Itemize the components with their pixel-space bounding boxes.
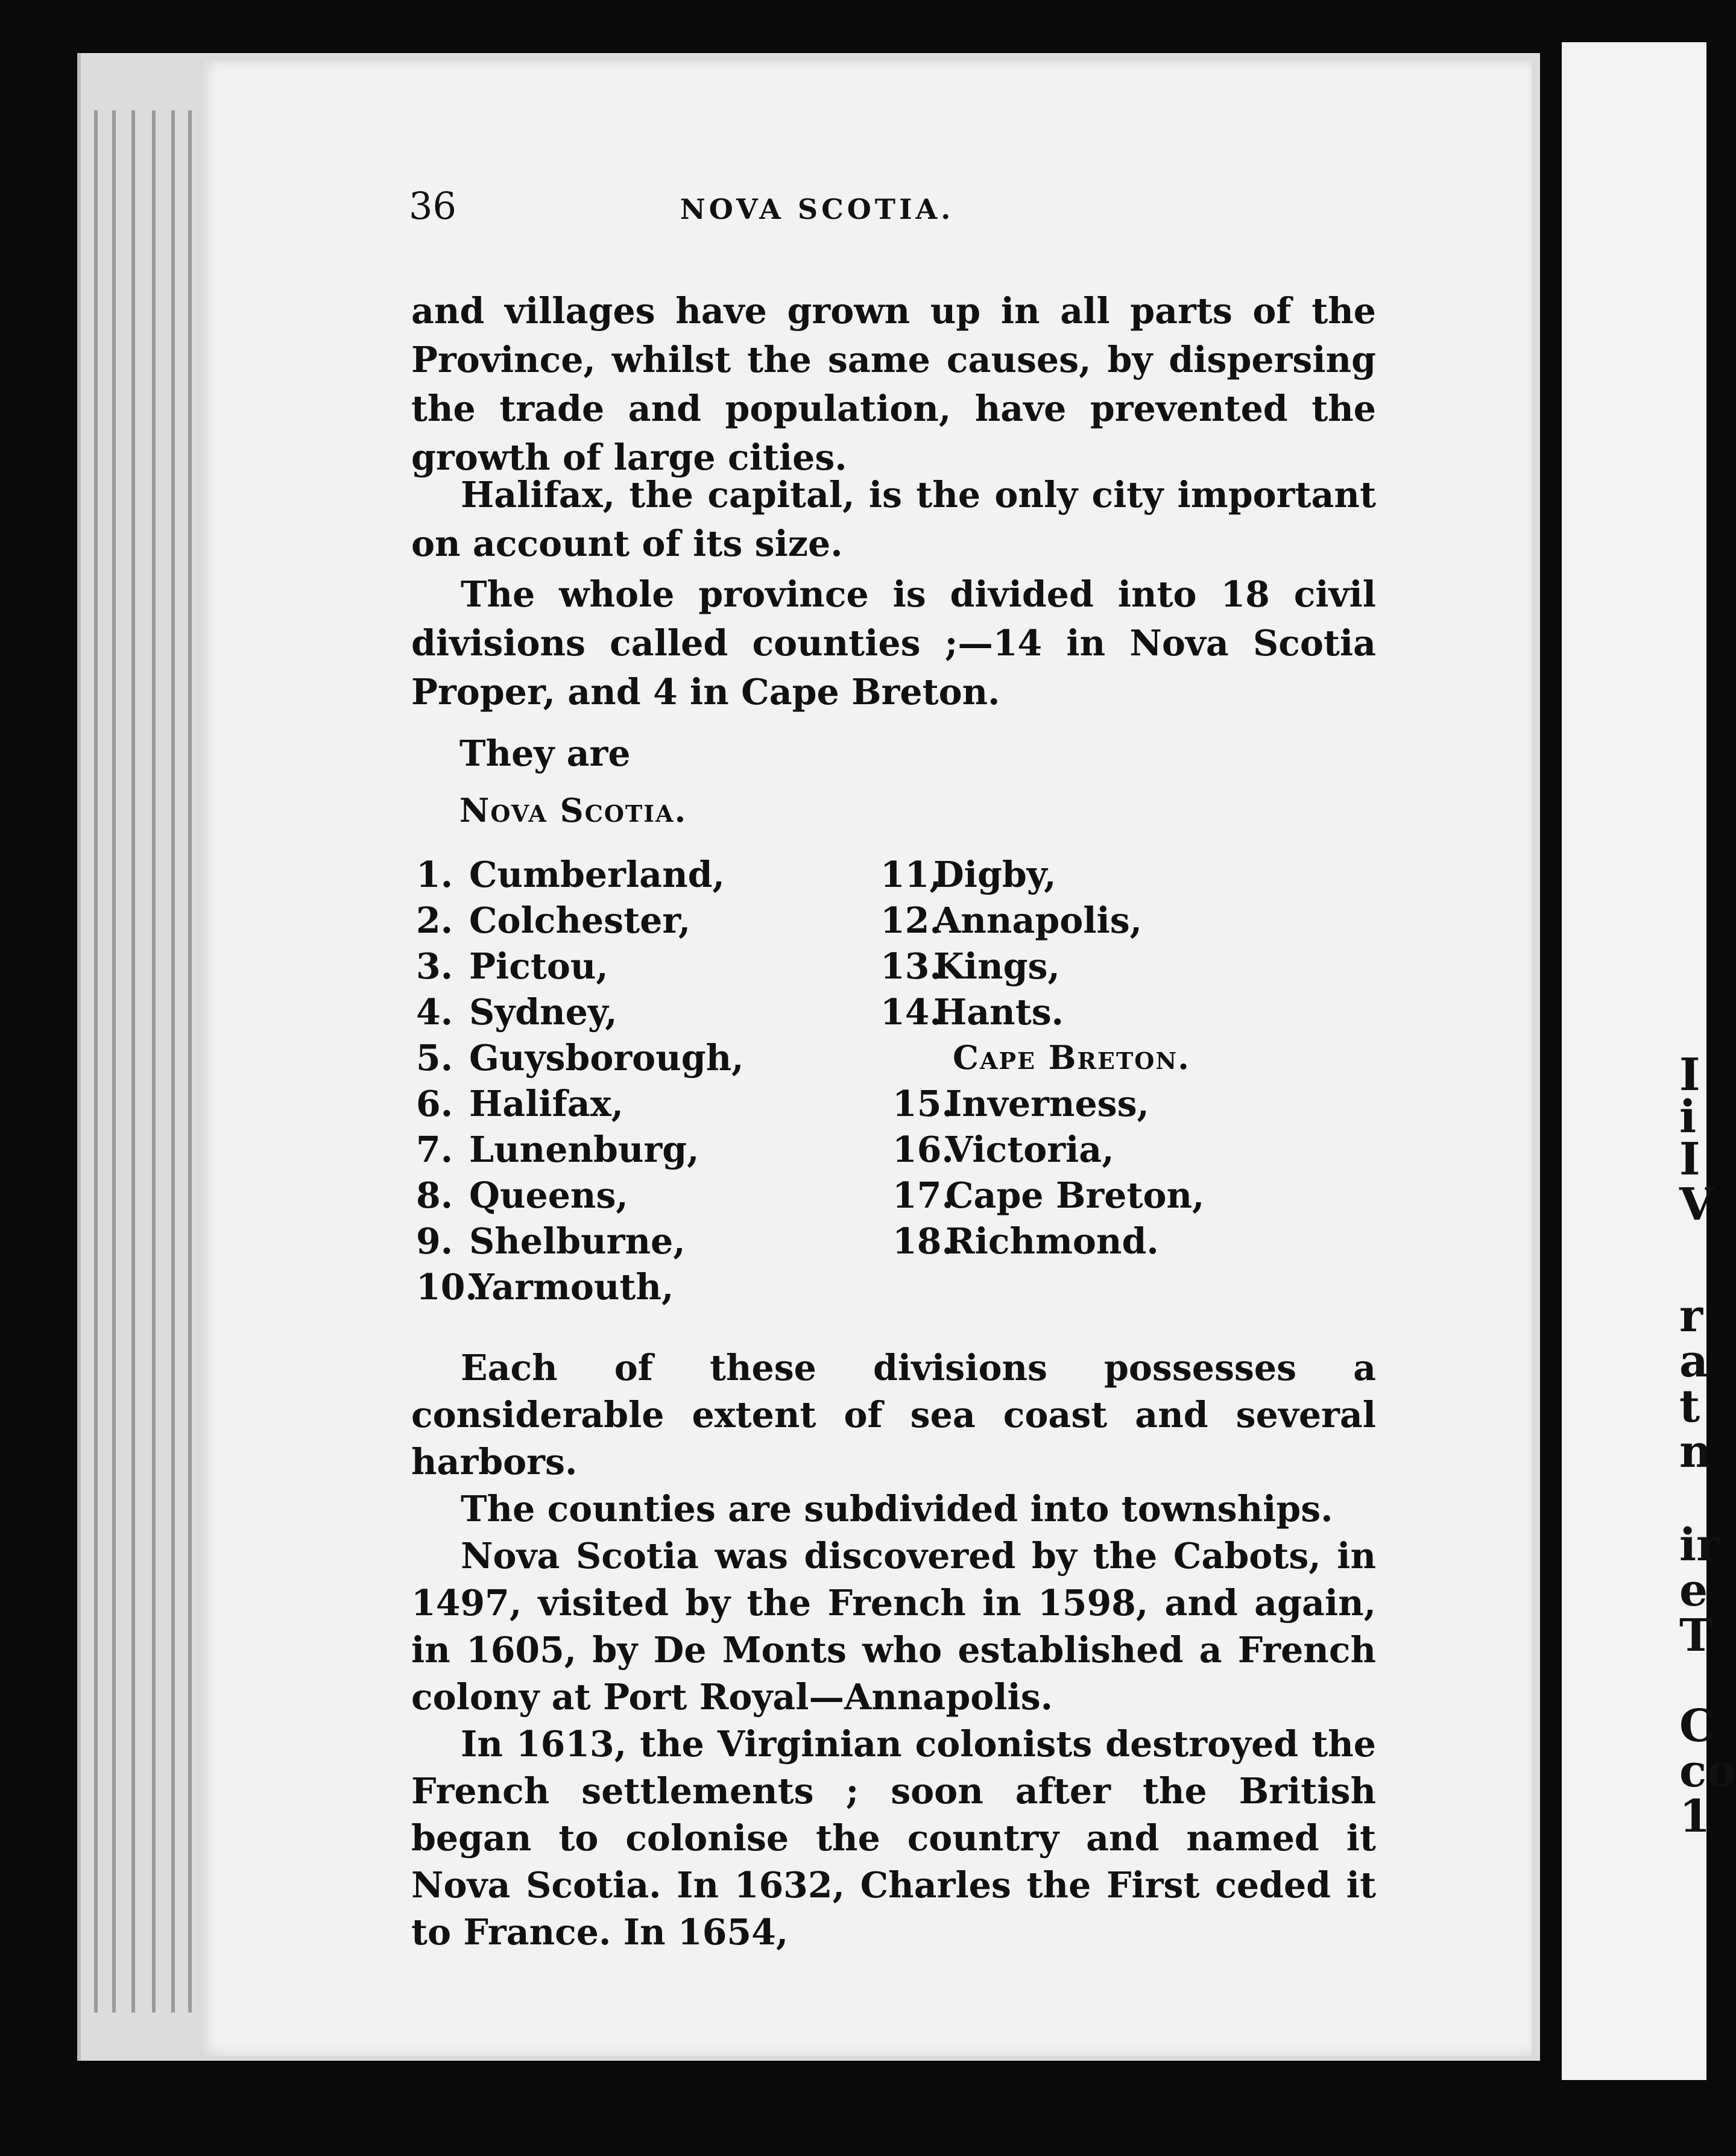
county-name: Kings, (933, 945, 1060, 987)
county-number: 15. (892, 1083, 954, 1124)
running-title: NOVA SCOTIA. (680, 193, 955, 225)
county-name: Lunenburg, (469, 1129, 699, 1170)
list-item (892, 1127, 1204, 1173)
county-name: Guysborough, (469, 1037, 744, 1079)
county-number: 4. (416, 991, 453, 1033)
county-name: Halifax, (469, 1083, 623, 1124)
facing-page-fragment: C (1679, 1700, 1715, 1752)
list-item (416, 1081, 744, 1127)
list-item (892, 1218, 1204, 1264)
county-number: 17. (892, 1174, 954, 1216)
list-item (892, 1081, 1204, 1127)
list-item (416, 898, 744, 944)
facing-page-fragment: i (1679, 1091, 1697, 1143)
county-number: 14. (880, 991, 942, 1033)
list-item (416, 944, 744, 989)
facing-page-fragment: co (1679, 1745, 1736, 1797)
county-name: Colchester, (469, 900, 691, 941)
page-edge-line (188, 110, 192, 2013)
county-list-right (880, 852, 1142, 1035)
county-name: Hants. (933, 991, 1064, 1033)
list-item (416, 852, 744, 898)
county-name: Cape Breton, (945, 1174, 1205, 1216)
list-item (416, 1173, 744, 1218)
list-item (880, 898, 1142, 944)
page-edge-line (152, 110, 156, 2013)
county-name: Queens, (469, 1174, 628, 1216)
county-number: 16. (892, 1129, 954, 1170)
section-heading-cape-breton: Cape Breton. (953, 1038, 1190, 1077)
facing-page-fragment: V (1679, 1179, 1714, 1231)
county-list-cape-breton (892, 1081, 1204, 1264)
facing-page-fragment: a (1679, 1335, 1708, 1387)
county-name: Richmond. (945, 1220, 1159, 1262)
list-item (416, 1127, 744, 1173)
county-number: 9. (416, 1220, 453, 1262)
facing-page-fragment: T (1679, 1610, 1713, 1662)
county-name: Shelburne, (469, 1220, 686, 1262)
facing-page-fragment: 1 (1679, 1791, 1711, 1842)
list-intro: They are (459, 733, 631, 774)
list-item (892, 1173, 1204, 1218)
facing-page-fragment: t (1679, 1381, 1700, 1433)
facing-page-fragment: I (1679, 1133, 1700, 1185)
county-number: 3. (416, 945, 453, 987)
county-number: 12. (880, 900, 942, 941)
county-number: 2. (416, 900, 453, 941)
facing-page-fragment: ir (1679, 1519, 1720, 1571)
paragraph-discovery: Nova Scotia was discovered by the Cabots, in 1497, visited by the French in 1598, and again, in 1605, by De Monts who established a French colony at Port Royal—Annapolis. (411, 1535, 1376, 1718)
county-number: 5. (416, 1037, 453, 1079)
paragraph-sea-coast: Each of these divisions possesses a considerable extent of sea coast and several harbors. (411, 1347, 1376, 1483)
page-edge-line (112, 110, 116, 2013)
list-item (416, 1218, 744, 1264)
list-item (880, 944, 1142, 989)
county-name: Cumberland, (469, 854, 725, 895)
closing-text (411, 1344, 1376, 1956)
list-item (880, 852, 1142, 898)
county-list-left (416, 852, 744, 1310)
paragraph-halifax: Halifax, the capital, is the only city important on account of its size. (411, 474, 1376, 564)
list-item (880, 989, 1142, 1035)
county-name: Inverness, (945, 1083, 1149, 1124)
page-edge-line (131, 110, 135, 2013)
county-name: Annapolis, (933, 900, 1143, 941)
list-item (416, 989, 744, 1035)
facing-page-fragment: n (1679, 1426, 1712, 1478)
county-name: Victoria, (945, 1129, 1114, 1170)
paragraph-townships: The counties are subdivided into townships. (461, 1488, 1333, 1530)
facing-page-fragment: e (1679, 1565, 1708, 1616)
paragraph-colonisation: In 1613, the Virginian colonists destroyed the French settlements ; soon after the British began to colonise the country and named it Nova Scotia. In 1632, Charles the First ceded it to France. In 1654, (411, 1723, 1376, 1953)
county-name: Sydney, (469, 991, 617, 1033)
list-item (416, 1264, 744, 1310)
list-item (416, 1035, 744, 1081)
county-number: 7. (416, 1129, 453, 1170)
page-edge-line (94, 110, 98, 2013)
page-number: 36 (409, 184, 456, 228)
county-number: 1. (416, 854, 453, 895)
county-number: 8. (416, 1174, 453, 1216)
county-name: Digby, (933, 854, 1056, 895)
county-number: 11, (880, 854, 942, 895)
county-number: 18. (892, 1220, 954, 1262)
page-edge-line (171, 110, 175, 2013)
county-number: 10. (416, 1266, 478, 1308)
facing-page-fragment: I (1679, 1049, 1700, 1101)
county-name: Yarmouth, (469, 1266, 674, 1308)
paragraph-continuation: and villages have grown up in all parts of the Province, whilst the same causes, by dispersing the trade and population, have prevented the growth of large cities. (411, 290, 1376, 478)
county-name: Pictou, (469, 945, 608, 987)
facing-page-fragment: r (1679, 1290, 1703, 1342)
paragraph-divisions: The whole province is divided into 18 civil divisions called counties ;—14 in Nova Scotia Proper, and 4 in Cape Breton. (411, 573, 1376, 713)
county-number: 6. (416, 1083, 453, 1124)
county-number: 13. (880, 945, 942, 987)
section-heading-nova-scotia: Nova Scotia. (459, 791, 687, 830)
